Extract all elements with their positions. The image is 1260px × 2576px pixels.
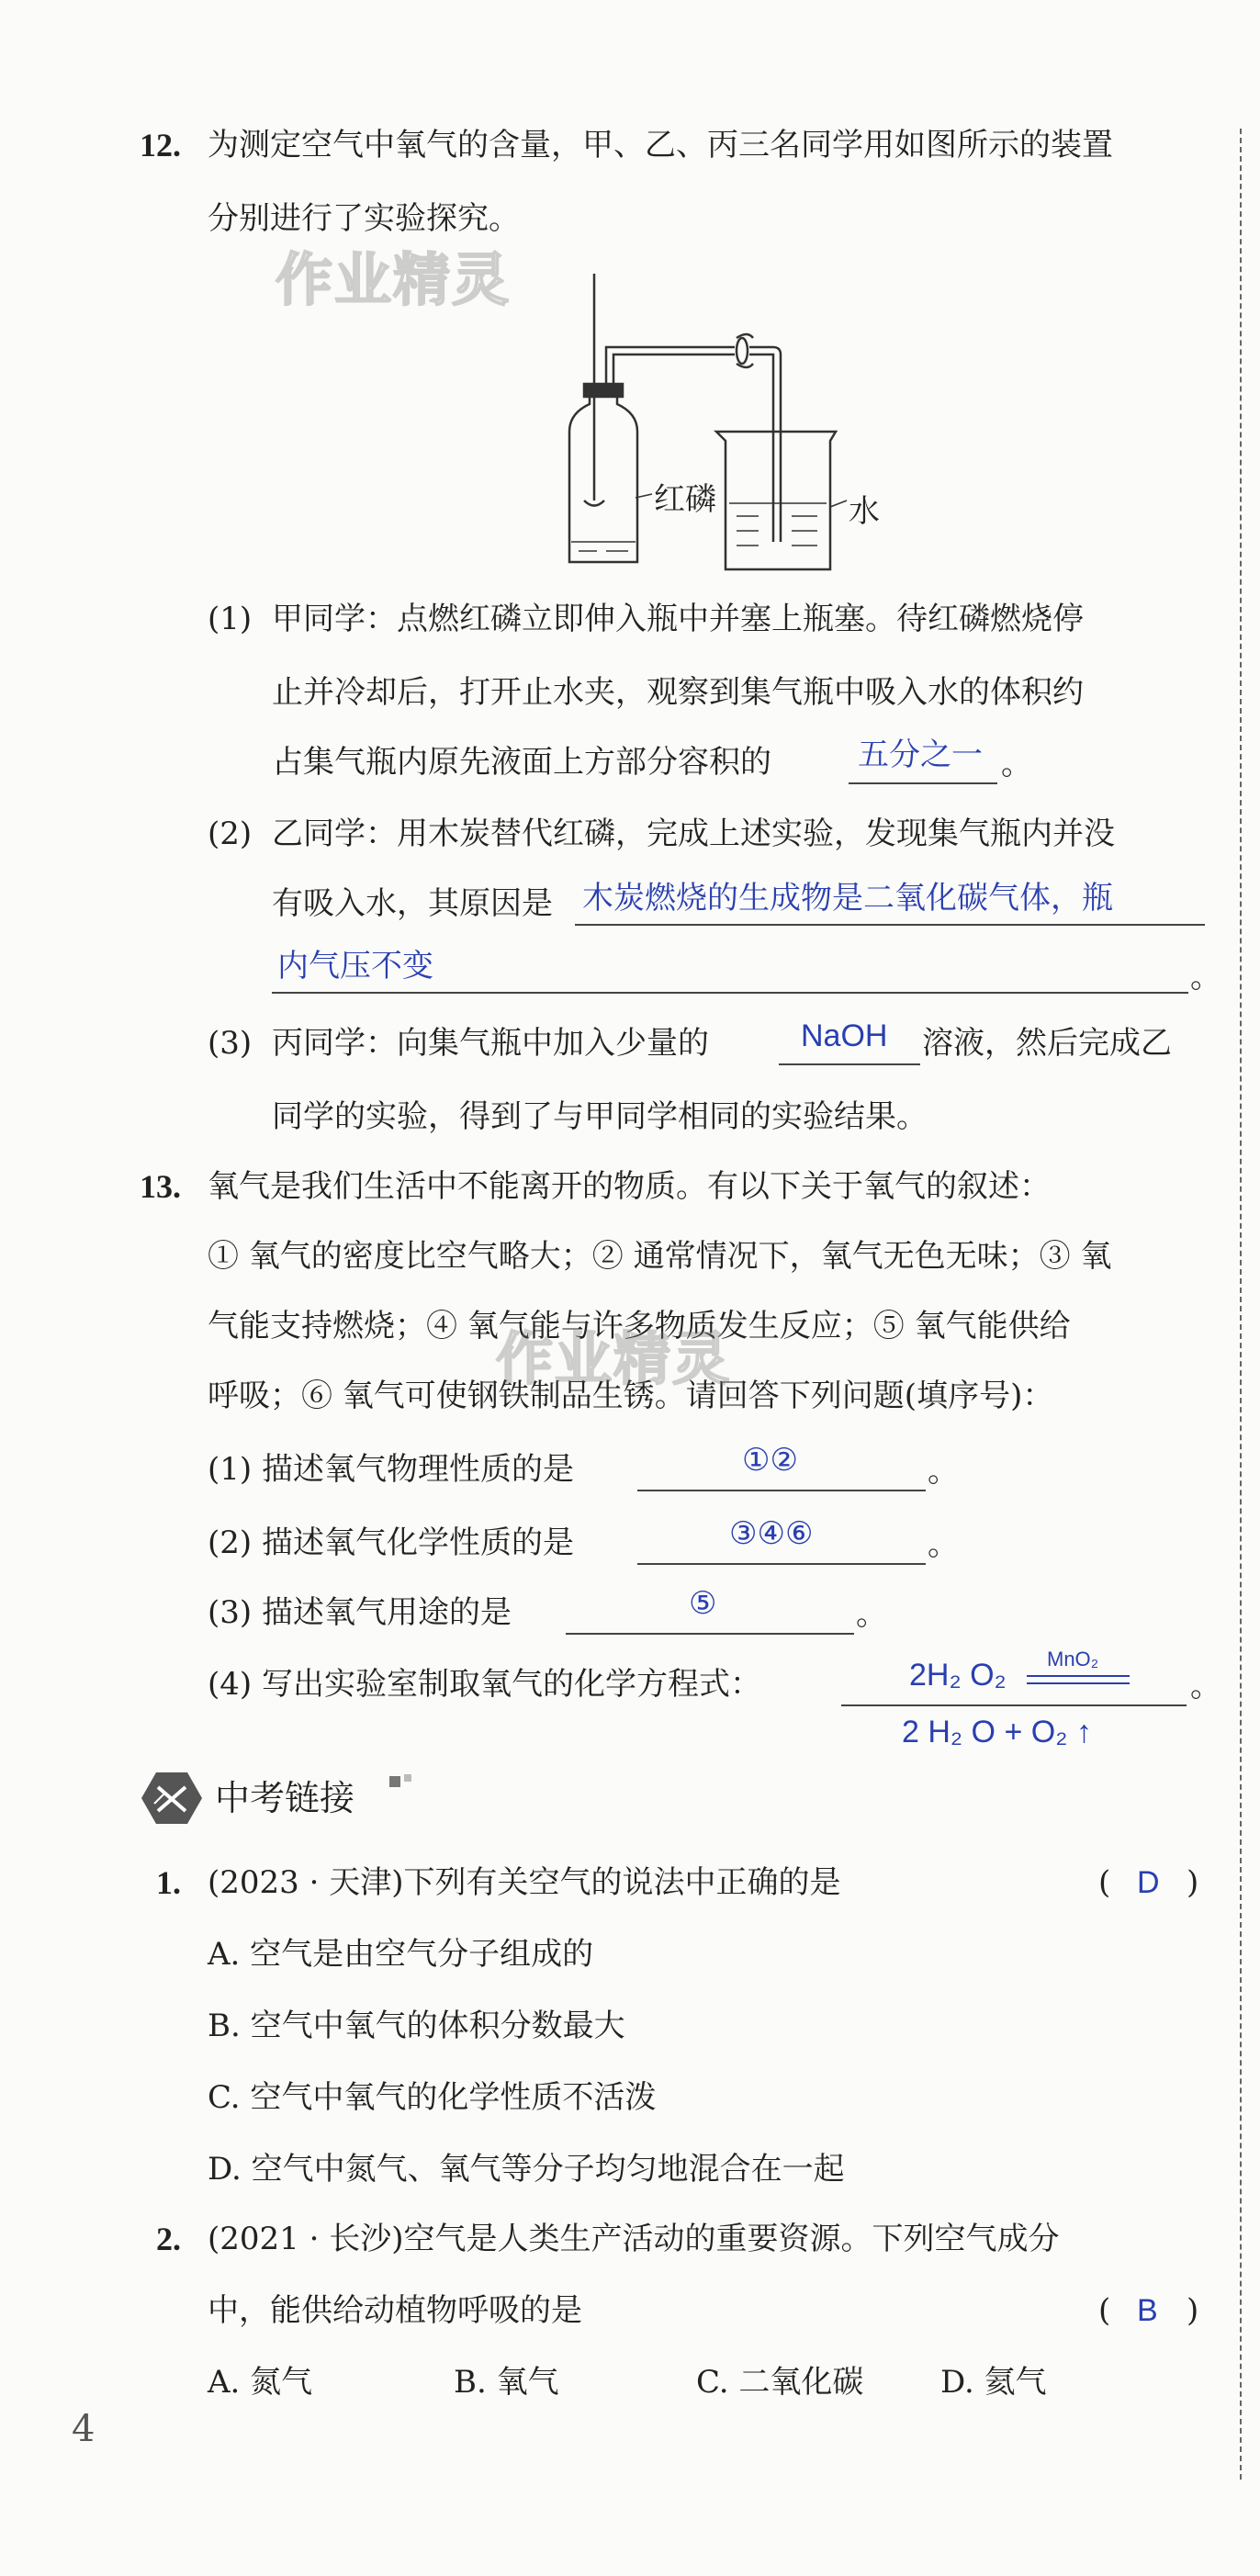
section-deco-square [389,1776,400,1787]
q12-part1-answer: 五分之一 [858,737,983,772]
q13-sub4-end: 。 [1190,1668,1221,1704]
q12-part2-line2: 有吸入水，其原因是 [272,885,553,922]
zhongkao-1-answer: D [1137,1865,1160,1900]
question-13-line4: 呼吸；⑥ 氧气可使钢铁制品生锈。请回答下列问题(填序号)： [208,1378,1054,1414]
q13-sub2-text: (2) 描述氧气化学性质的是 [208,1524,574,1561]
q13-sub3-answer: ⑤ [689,1586,717,1621]
q12-part3-answer: NaOH [801,1018,888,1053]
zhongkao-1-option-d: D. 空气中氮气、氧气等分子均匀地混合在一起 [208,2151,845,2188]
q12-part3-line2: 同学的实验，得到了与甲同学相同的实验结果。 [272,1098,928,1135]
q12-part1-line3: 占集气瓶内原先液面上方部分容积的 [272,744,771,781]
q13-sub3-blank [566,1633,854,1635]
question-13-number: 13. [140,1168,181,1205]
q13-sub4-eq-right: 2 H₂ O + O₂ ↑ [902,1715,1092,1749]
q12-part3-number: (3) [208,1025,253,1062]
zhongkao-1-option-b: B. 空气中氧气的体积分数最大 [208,2008,625,2044]
q13-sub2-end: 。 [928,1526,959,1563]
zhongkao-2-paren-open: ( [1098,2292,1111,2329]
watermark-logo-2: 作业精灵 [496,1325,732,1392]
q13-sub4-catalyst: MnO₂ [1047,1648,1099,1670]
q12-part1-line1: 甲同学：点燃红磷立即伸入瓶中并塞上瓶塞。待红磷燃烧停 [272,601,1084,637]
q12-part2-blank2 [272,992,1188,994]
q12-part1-end: 。 [1001,746,1032,782]
figure-label-phosphorus: 红磷 [654,481,716,518]
q13-sub4-blank [841,1704,1187,1706]
q12-part2-answer2: 内气压不变 [277,949,433,984]
zhongkao-2-paren-close: ) [1187,2292,1199,2329]
question-12-stem-line1: 为测定空气中氧气的含量，甲、乙、丙三名同学用如图所示的装置 [208,127,1113,163]
q12-part2-end: 。 [1190,959,1221,996]
q12-part1-line2: 止并冷却后，打开止水夹，观察到集气瓶中吸入水的体积约 [272,674,1084,711]
q12-part3-post: 溶液，然后完成乙 [922,1025,1172,1062]
watermark-logo: 作业精灵 [276,246,512,313]
question-13-line1: 氧气是我们生活中不能离开的物质。有以下关于氧气的叙述： [208,1168,1051,1205]
question-13-line3: 气能支持燃烧；④ 氧气能与许多物质发生反应；⑤ 氧气能供给 [208,1308,1071,1344]
figure-label-water: 水 [849,493,880,530]
q13-sub1-blank [637,1490,926,1491]
q12-part3-pre: 丙同学：向集气瓶中加入少量的 [272,1025,709,1062]
page-number: 4 [72,2408,96,2450]
q13-sub1-end: 。 [928,1453,959,1490]
zhongkao-1-option-a: A. 空气是由空气分子组成的 [208,1936,594,1973]
zhongkao-2-answer: B [1137,2293,1158,2328]
q13-sub3-end: 。 [856,1596,887,1633]
zhongkao-1-option-c: C. 空气中氧气的化学性质不活泼 [208,2079,657,2116]
margin-dashed-rule [1240,129,1242,2480]
q12-part3-blank [779,1063,920,1065]
q13-sub2-blank [637,1563,926,1565]
question-12-stem-line2: 分别进行了实验探究。 [208,200,520,237]
q12-part2-answer1: 木炭燃烧的生成物是二氧化碳气体，瓶 [582,881,1113,916]
q13-sub1-answer: ①② [742,1443,798,1478]
q12-part1-number: (1) [208,601,253,637]
q13-sub3-text: (3) 描述氧气用途的是 [208,1594,512,1631]
zhongkao-2-number: 2. [156,2221,181,2257]
section-badge-icon [140,1771,204,1826]
section-title: 中考链接 [215,1778,355,1818]
question-13-line2: ① 氧气的密度比空气略大；② 通常情况下，氧气无色无味；③ 氧 [208,1238,1112,1275]
q13-sub2-answer: ③④⑥ [729,1516,814,1551]
zhongkao-2-option-c: C. 二氧化碳 [696,2364,864,2401]
q13-sub1-text: (1) 描述氧气物理性质的是 [208,1451,574,1488]
zhongkao-2-option-a: A. 氮气 [208,2364,313,2401]
zhongkao-2-stem-line1: (2021 · 长沙)空气是人类生产活动的重要资源。下列空气成分 [208,2221,1060,2257]
zhongkao-2-option-b: B. 氧气 [454,2364,559,2401]
zhongkao-2-stem-line2: 中，能供给动植物呼吸的是 [208,2292,582,2329]
q13-sub4-equals-sign [1027,1675,1130,1684]
q12-part2-number: (2) [208,816,253,852]
question-12-number: 12. [140,127,181,163]
zhongkao-1-paren-open: ( [1098,1864,1111,1901]
q12-part1-blank [849,782,997,784]
zhongkao-2-option-d: D. 氦气 [940,2364,1047,2401]
section-deco-square-small [404,1774,411,1782]
q13-sub4-text: (4) 写出实验室制取氧气的化学方程式： [208,1666,761,1703]
zhongkao-1-paren-close: ) [1187,1864,1199,1901]
zhongkao-1-number: 1. [156,1864,181,1901]
q13-sub4-eq-left: 2H₂ O₂ [909,1658,1007,1693]
q12-part2-blank1 [575,924,1205,926]
q12-part2-line1: 乙同学：用木炭替代红磷，完成上述实验，发现集气瓶内并没 [272,816,1115,852]
apparatus-figure [533,266,937,579]
zhongkao-1-stem: (2023 · 天津)下列有关空气的说法中正确的是 [208,1864,841,1901]
